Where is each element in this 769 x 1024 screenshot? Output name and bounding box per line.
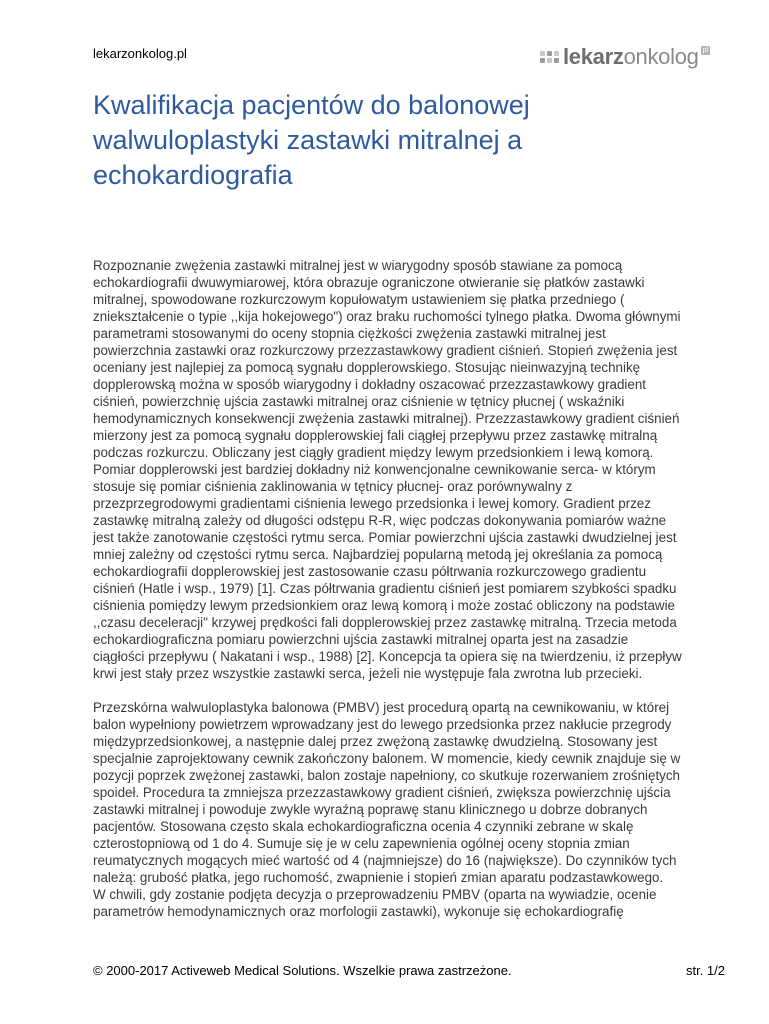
page-title: Kwalifikacja pacjentów do balonowej walwuloplastyki zastawki mitralnej a echokardiografia	[93, 90, 530, 190]
logo-wordmark	[563, 46, 699, 68]
site-url: lekarzonkolog.pl	[93, 46, 187, 61]
dots-grid-icon	[540, 51, 559, 63]
article-body	[93, 257, 733, 937]
footer-page-number: str. 1/2	[685, 963, 725, 978]
logo-word-bold: lekarz	[563, 44, 624, 69]
site-logo[interactable]	[540, 42, 710, 72]
paragraph-pmbv: Przezskórna walwuloplastyka balonowa (PMBV) jest procedurą opartą na cewnikowaniu, w której balon wypełniony powietrzem wprowadzany jest do lewego przedsionka przez nakłucie przegrody międzyprzedsionkowej, a następnie dalej przez zwężoną zastawkę dwudzielną. Stosowany jest specjalnie zaprojektowany cewnik zakończony balonem. W momencie, kiedy cewnik znajduje się w pozycji poprzek zwężonej zastawki, balon zostaje napełniony, co skutkuje rozerwaniem zrośniętych spoideł. Procedura ta zmniejsza przezzastawkowy gradient ciśnień, zwiększa powierzchnię ujścia zastawki mitralnej i powoduje zwykle wyraźną poprawę stanu klinicznego u dobrze dobranych pacjentów. Stosowana często skala echokardiograficzna ocenia 4 czynniki zebrane w skalę czterostopniową od 1 do 4. Sumuje się je w celu zapewnienia ogólnej oceny stopnia zmian reumatycznych mogących mieć wartość od 4 (najmniejsze) do 16 (największe). Do czynników tych należą: grubość płatka, jego ruchomość, zwapnienie i stopień zmian aparatu podzastawkowego. W chwili, gdy zostanie podjęta decyzja o przeprowadzeniu PMBV (oparta na wywiadzie, ocenie parametrów hemodynamicznych oraz morfologii zastawki), wykonuje się echokardiografię	[93, 700, 681, 919]
footer-copyright: © 2000-2017 Activeweb Medical Solutions. Wszelkie prawa zastrzeżone.	[93, 963, 512, 978]
page-footer	[93, 963, 725, 978]
logo-word-light: onkolog	[623, 44, 699, 69]
logo-badge: pl	[702, 47, 709, 54]
paragraph-diagnosis: Rozpoznanie zwężenia zastawki mitralnej jest w wiarygodny sposób stawiane za pomocą echokardiografii dwuwymiarowej, która obrazuje ograniczone otwieranie się płatków zastawki mitralnej, spowodowane rozkurczowym kopułowatym ustawieniem się płatka przedniego ( zniekształcenie o typie ,,kija hokejowego") oraz braku ruchomości tylnego płatka. Dwoma głównymi parametrami stosowanymi do oceny stopnia ciężkości zwężenia zastawki mitralnej jest powierzchnia zastawki oraz rozkurczowy przezzastawkowy gradient ciśnień. Stopień zwężenia jest oceniany jest najlepiej za pomocą sygnału dopplerowskiego. Stosując nieinwazyjną technikę dopplerowską można w sposób wiarygodny i dokładny oszacować przezzastawkowy gradient ciśnień, powierzchnię ujścia zastawki mitralnej oraz ciśnienie w tętnicy płucnej ( wskaźniki hemodynamicznych konsekwencji zwężenia zastawki mitralnej). Przezzastawkowy gradient ciśnień mierzony jest za pomocą sygnału dopplerowskiej fali ciągłej przepływu przez zastawkę mitralną podczas rozkurczu. Obliczany jest ciągły gradient między lewym przedsionkiem i lewą komorą. Pomiar dopplerowski jest bardziej dokładny niż konwencjonalne cewnikowanie serca- w którym stosuje się pomiar ciśnienia zaklinowania w tętnicy płucnej- oraz porównywalny z przezprzegrodowymi gradientami ciśnienia lewego przedsionka i lewej komory. Gradient przez zastawkę mitralną zależy od długości odstępu R-R, więc podczas dokonywania pomiarów ważne jest także zanotowanie częstości rytmu serca. Pomiar powierzchni ujścia zastawki dwudzielnej jest mniej zależny od częstości rytmu serca. Najbardziej popularną metodą jej określania za pomocą echokardiografii dopplerowskiej jest zastosowanie czasu półtrwania rozkurczowego gradientu ciśnień (Hatle i wsp., 1979) [1]. Czas półtrwania gradientu ciśnień jest pomiarem szybkości spadku ciśnienia pomiędzy lewym przedsionkiem oraz lewą komorą i może zostać obliczony na podstawie ,,czasu deceleracji" krzywej prędkości fali dopplerowskiej przez zastawkę mitralną. Trzecia metoda echokardiograficzna pomiaru powierzchni ujścia zastawki mitralnej oparta jest na zasadzie ciągłości przepływu ( Nakatani i wsp., 1988) [2]. Koncepcja ta opiera się na twierdzeniu, iż przepływ krwi jest stały przez wszystkie zastawki serca, jeżeli nie występuje fala zwrotna lub przecieki.	[93, 258, 682, 681]
